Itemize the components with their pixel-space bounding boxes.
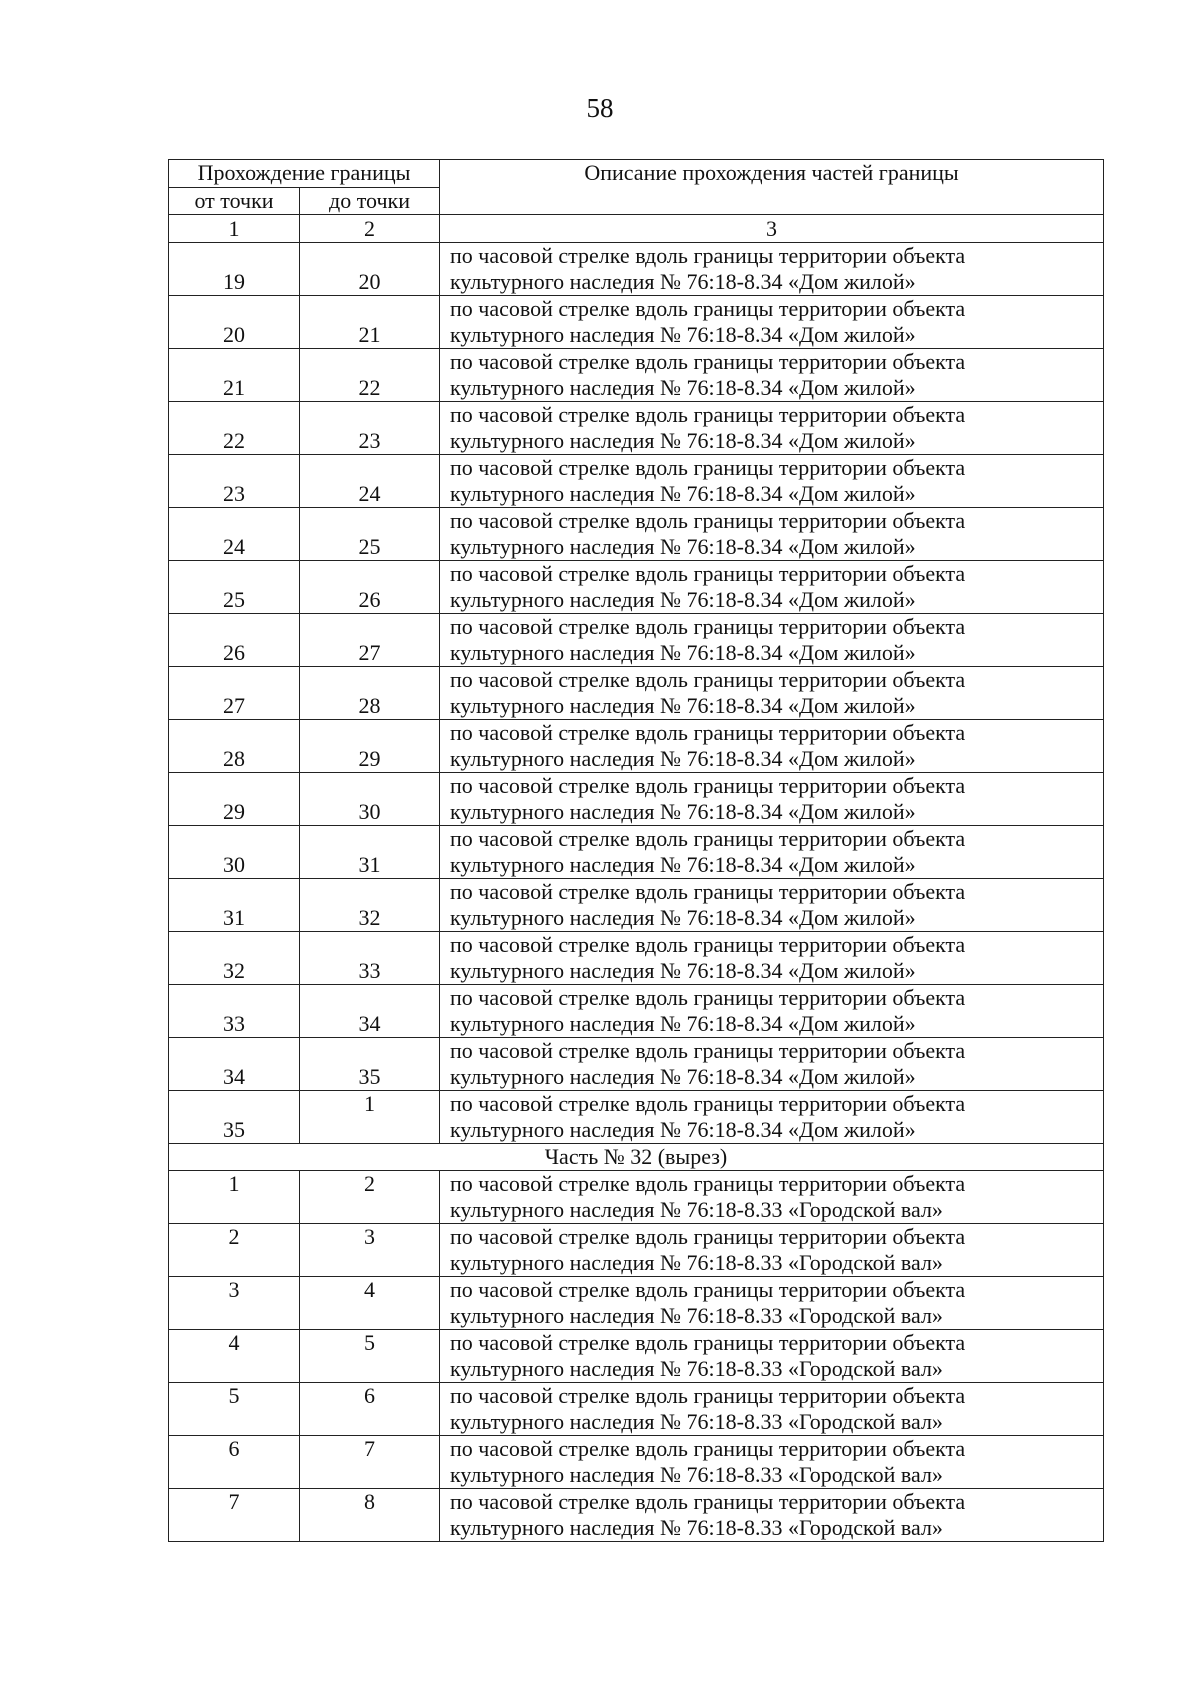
to-point-cell: 8 [300,1489,440,1542]
description-line-2: культурного наследия № 76:18-8.34 «Дом жилой» [450,640,916,665]
description-cell [440,932,1104,985]
description-cell [440,1171,1104,1224]
page-number: 58 [586,93,614,123]
description-cell [440,402,1104,455]
description-line-2: культурного наследия № 76:18-8.34 «Дом жилой» [450,534,916,559]
description-line-1: по часовой стрелке вдоль границы территории объекта [450,1330,966,1355]
table-header [169,160,1104,243]
to-point-cell: 20 [300,243,440,296]
from-point-cell: 33 [169,985,300,1038]
table-row [169,1330,1104,1383]
description-cell [440,455,1104,508]
description-line-1: по часовой стрелке вдоль границы территории объекта [450,826,966,851]
from-point-cell: 30 [169,826,300,879]
description-line-2: культурного наследия № 76:18-8.34 «Дом жилой» [450,1011,916,1036]
description-line-1: по часовой стрелке вдоль границы территории объекта [450,1277,966,1302]
description-cell [440,1383,1104,1436]
description-cell [440,1224,1104,1277]
from-point-cell: 21 [169,349,300,402]
to-point-cell: 26 [300,561,440,614]
table-row [169,614,1104,667]
description-line-1: по часовой стрелке вдоль границы территории объекта [450,1038,966,1063]
description-cell [440,1038,1104,1091]
from-point-cell: 29 [169,773,300,826]
to-point-cell: 2 [300,1171,440,1224]
description-line-2: культурного наследия № 76:18-8.34 «Дом жилой» [450,693,916,718]
header-boundary-passage: Прохождение границы [169,160,440,188]
from-point-cell: 25 [169,561,300,614]
description-line-1: по часовой стрелке вдоль границы территории объекта [450,1171,966,1196]
description-line-2: культурного наследия № 76:18-8.33 «Городской вал» [450,1250,943,1275]
from-point-cell: 28 [169,720,300,773]
description-cell [440,561,1104,614]
description-line-2: культурного наследия № 76:18-8.33 «Городской вал» [450,1462,943,1487]
description-line-2: культурного наследия № 76:18-8.34 «Дом жилой» [450,799,916,824]
description-cell [440,1489,1104,1542]
table-row [169,826,1104,879]
description-cell [440,1330,1104,1383]
table-row [169,1091,1104,1144]
to-point-cell: 1 [300,1091,440,1144]
table-row [169,773,1104,826]
table-row [169,985,1104,1038]
rows-part-b [169,1171,1104,1542]
description-line-1: по часовой стрелке вдоль границы территории объекта [450,455,966,480]
description-line-1: по часовой стрелке вдоль границы территории объекта [450,720,966,745]
to-point-cell: 3 [300,1224,440,1277]
description-line-1: по часовой стрелке вдоль границы территории объекта [450,773,966,798]
description-line-2: культурного наследия № 76:18-8.33 «Городской вал» [450,1303,943,1328]
from-point-cell: 19 [169,243,300,296]
table-row [169,1436,1104,1489]
description-line-2: культурного наследия № 76:18-8.33 «Городской вал» [450,1515,943,1540]
description-line-1: по часовой стрелке вдоль границы территории объекта [450,667,966,692]
to-point-cell: 22 [300,349,440,402]
description-cell [440,1091,1104,1144]
description-line-1: по часовой стрелке вдоль границы территории объекта [450,614,966,639]
from-point-cell: 24 [169,508,300,561]
description-line-1: по часовой стрелке вдоль границы территории объекта [450,1436,966,1461]
table-row [169,1489,1104,1542]
from-point-cell: 2 [169,1224,300,1277]
column-number-1: 1 [169,215,300,243]
description-line-2: культурного наследия № 76:18-8.34 «Дом жилой» [450,958,916,983]
description-line-1: по часовой стрелке вдоль границы территории объекта [450,349,966,374]
to-point-cell: 30 [300,773,440,826]
from-point-cell: 4 [169,1330,300,1383]
description-line-1: по часовой стрелке вдоль границы территории объекта [450,985,966,1010]
table-row [169,932,1104,985]
from-point-cell: 34 [169,1038,300,1091]
description-line-2: культурного наследия № 76:18-8.33 «Городской вал» [450,1197,943,1222]
table-row [169,1383,1104,1436]
from-point-cell: 26 [169,614,300,667]
to-point-cell: 28 [300,667,440,720]
description-cell [440,614,1104,667]
description-cell [440,720,1104,773]
table-row [169,402,1104,455]
from-point-cell: 31 [169,879,300,932]
to-point-cell: 29 [300,720,440,773]
from-point-cell: 3 [169,1277,300,1330]
to-point-cell: 24 [300,455,440,508]
table-row [169,243,1104,296]
from-point-cell: 7 [169,1489,300,1542]
description-line-1: по часовой стрелке вдоль границы территории объекта [450,1091,966,1116]
description-cell [440,773,1104,826]
from-point-cell: 6 [169,1436,300,1489]
to-point-cell: 35 [300,1038,440,1091]
to-point-cell: 32 [300,879,440,932]
description-line-2: культурного наследия № 76:18-8.34 «Дом жилой» [450,746,916,771]
table-row [169,720,1104,773]
description-line-1: по часовой стрелке вдоль границы территории объекта [450,243,966,268]
description-line-1: по часовой стрелке вдоль границы территории объекта [450,561,966,586]
table-row [169,455,1104,508]
header-description: Описание прохождения частей границы [440,160,1104,215]
description-line-1: по часовой стрелке вдоль границы территории объекта [450,296,966,321]
description-line-2: культурного наследия № 76:18-8.34 «Дом жилой» [450,322,916,347]
from-point-cell: 5 [169,1383,300,1436]
description-cell [440,1277,1104,1330]
description-line-2: культурного наследия № 76:18-8.34 «Дом жилой» [450,428,916,453]
description-cell [440,826,1104,879]
from-point-cell: 1 [169,1171,300,1224]
to-point-cell: 31 [300,826,440,879]
description-line-2: культурного наследия № 76:18-8.33 «Городской вал» [450,1409,943,1434]
from-point-cell: 32 [169,932,300,985]
from-point-cell: 20 [169,296,300,349]
column-number-2: 2 [300,215,440,243]
description-cell [440,243,1104,296]
description-line-2: культурного наследия № 76:18-8.34 «Дом жилой» [450,905,916,930]
column-number-row [169,215,1104,243]
table-row [169,561,1104,614]
description-line-2: культурного наследия № 76:18-8.34 «Дом жилой» [450,375,916,400]
description-line-2: культурного наследия № 76:18-8.34 «Дом жилой» [450,1117,916,1142]
from-point-cell: 23 [169,455,300,508]
description-cell [440,508,1104,561]
from-point-cell: 27 [169,667,300,720]
to-point-cell: 5 [300,1330,440,1383]
table-row [169,296,1104,349]
description-line-1: по часовой стрелке вдоль границы территории объекта [450,402,966,427]
table-row [169,1224,1104,1277]
description-cell [440,349,1104,402]
header-to-point: до точки [300,188,440,215]
description-line-1: по часовой стрелке вдоль границы территории объекта [450,508,966,533]
description-cell [440,667,1104,720]
to-point-cell: 23 [300,402,440,455]
description-line-2: культурного наследия № 76:18-8.34 «Дом жилой» [450,481,916,506]
description-cell [440,879,1104,932]
part-label: Часть № 32 (вырез) [169,1144,1104,1171]
rows-part-a [169,243,1104,1144]
table-row [169,1038,1104,1091]
to-point-cell: 34 [300,985,440,1038]
description-line-1: по часовой стрелке вдоль границы территории объекта [450,879,966,904]
table-row [169,508,1104,561]
part-divider [169,1144,1104,1171]
from-point-cell: 35 [169,1091,300,1144]
from-point-cell: 22 [169,402,300,455]
description-line-2: культурного наследия № 76:18-8.34 «Дом жилой» [450,587,916,612]
description-line-1: по часовой стрелке вдоль границы территории объекта [450,932,966,957]
to-point-cell: 4 [300,1277,440,1330]
table-row [169,1171,1104,1224]
description-line-2: культурного наследия № 76:18-8.34 «Дом жилой» [450,1064,916,1089]
to-point-cell: 25 [300,508,440,561]
to-point-cell: 6 [300,1383,440,1436]
description-cell [440,985,1104,1038]
description-cell [440,296,1104,349]
table-row [169,667,1104,720]
table-row [169,1277,1104,1330]
to-point-cell: 21 [300,296,440,349]
description-line-2: культурного наследия № 76:18-8.33 «Городской вал» [450,1356,943,1381]
description-line-1: по часовой стрелке вдоль границы территории объекта [450,1224,966,1249]
description-line-2: культурного наследия № 76:18-8.34 «Дом жилой» [450,852,916,877]
table-row [169,349,1104,402]
description-line-1: по часовой стрелке вдоль границы территории объекта [450,1489,966,1514]
table-row [169,879,1104,932]
description-cell [440,1436,1104,1489]
to-point-cell: 7 [300,1436,440,1489]
to-point-cell: 33 [300,932,440,985]
boundary-table [168,159,1104,1542]
description-line-2: культурного наследия № 76:18-8.34 «Дом жилой» [450,269,916,294]
description-line-1: по часовой стрелке вдоль границы территории объекта [450,1383,966,1408]
header-from-point: от точки [169,188,300,215]
column-number-3: 3 [440,215,1104,243]
to-point-cell: 27 [300,614,440,667]
